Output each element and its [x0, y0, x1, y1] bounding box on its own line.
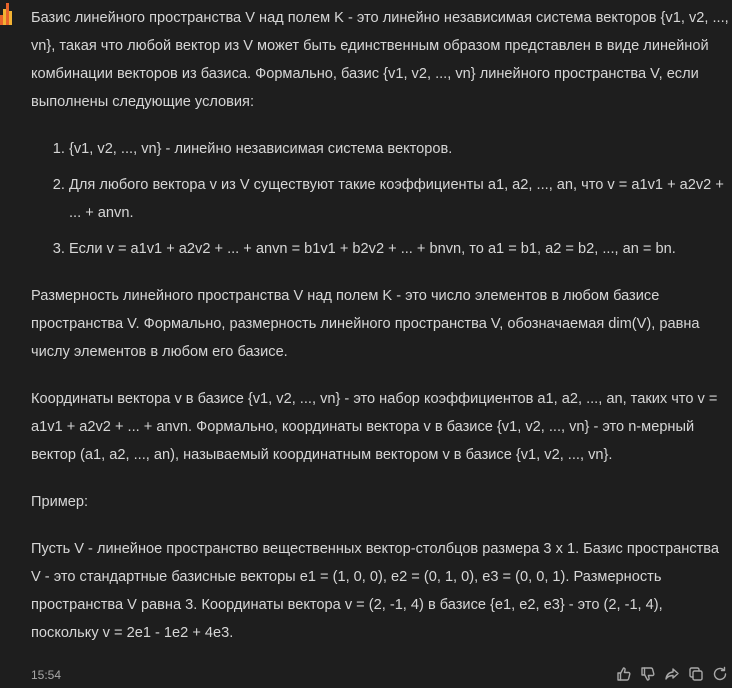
message-actions	[616, 666, 728, 682]
message-paragraph: Размерность линейного пространства V над полем K - это число элементов в любом базисе пространства V. Формально, размерность линейного пространства V, обозначаемая dim(V), равна числу элементов в любом его базисе.	[31, 288, 700, 360]
message-paragraph: Пример:	[31, 494, 89, 510]
share-icon[interactable]	[664, 666, 680, 682]
message-paragraph: Пусть V - линейное пространство вещественных вектор-столбцов размера 3 x 1. Базис пространства V - это стандартные базисные векторы e1 = (1, 0, 0), e2 = (0, 1, 0), e3 = (0, 0, 1). Размерность пространства V равна 3. Координаты вектора v = (2, -1, 4) в базисе {e1, e2, e3} - это (2, -1, 4), поскольку v = 2e1 - 1e2 + 4e3.	[31, 541, 720, 641]
refresh-icon[interactable]	[712, 666, 728, 682]
list-item: 1. {v1, v2, ..., vn} - линейно независимая система векторов.	[69, 135, 731, 163]
thumbs-down-icon[interactable]	[640, 666, 656, 682]
assistant-message	[31, 4, 731, 666]
message-paragraph: Базис линейного пространства V над полем K - это линейно независимая система векторов {v1, v2, ..., vn}, такая что любой вектор из V может быть единственным образом представлен в виде линейной комбинации векторов из базиса. Формально, базис {v1, v2, ..., vn} линейного пространства V, если выполнены следующие условия:	[31, 10, 729, 110]
thumbs-up-icon[interactable]	[616, 666, 632, 682]
message-timestamp: 15:54	[31, 668, 62, 682]
assistant-logo-icon	[0, 3, 12, 25]
message-paragraph: Координаты вектора v в базисе {v1, v2, ..., vn} - это набор коэффициентов a1, a2, ..., an, таких что v = a1v1 + a2v2 + ... + anvn. Формально, координаты вектора v в базисе {v1, v2, ..., vn} - это n-мерный вектор (a1, a2, ..., an), называемый координатным вектором v в базисе {v1, v2, ..., vn}.	[31, 391, 718, 463]
message-footer	[31, 664, 731, 688]
copy-icon[interactable]	[688, 666, 704, 682]
conditions-list	[31, 135, 731, 263]
list-item: 2. Для любого вектора v из V существуют такие коэффициенты a1, a2, ..., an, что v = a1v1 + a2v2 + ... + anvn.	[69, 171, 731, 227]
list-item: 3. Если v = a1v1 + a2v2 + ... + anvn = b1v1 + b2v2 + ... + bnvn, то a1 = b1, a2 = b2, ..., an = bn.	[69, 235, 731, 263]
